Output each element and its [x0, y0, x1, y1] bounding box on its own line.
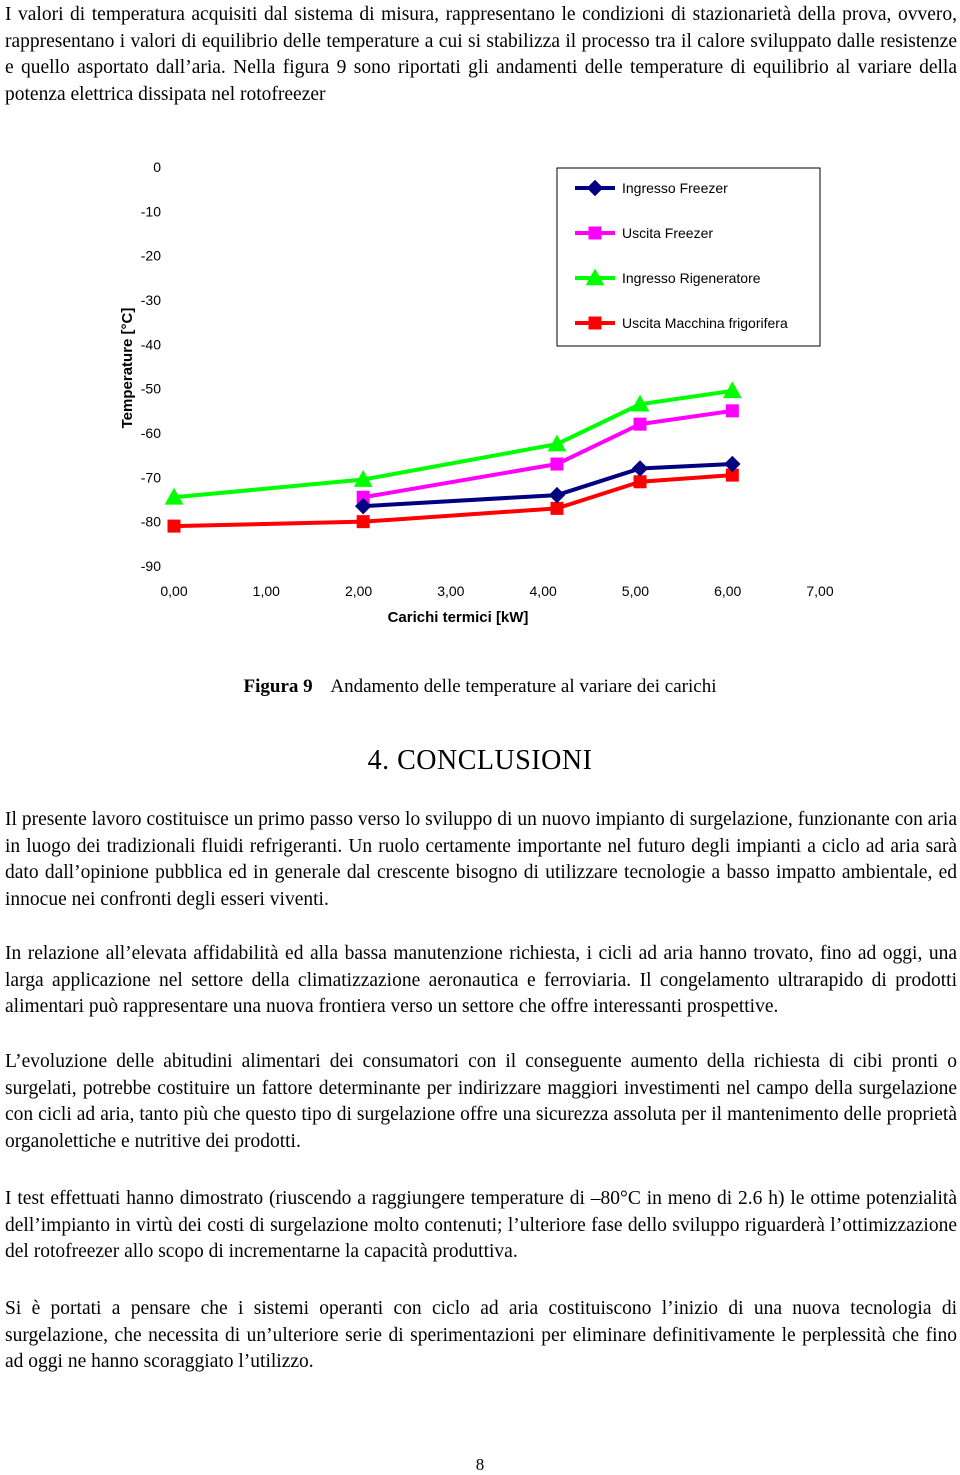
series-ingresso-rigeneratore	[166, 382, 741, 504]
y-tick-label: -80	[140, 513, 161, 530]
x-tick-label: 3,00	[437, 583, 465, 599]
section-heading: 4. CONCLUSIONI	[367, 745, 593, 776]
square-marker	[550, 502, 563, 515]
legend-label: Uscita Macchina frigorifera	[622, 315, 788, 331]
x-tick-label: 5,00	[621, 583, 650, 599]
square-marker	[550, 458, 563, 471]
intro-paragraph: I valori di temperatura acquisiti dal sistema di misura, rappresentano le condizioni di stazionarietà della prova, ovvero, rappresentano i valori di equilibrio delle temperature a cui si stabilizza il processo tra il calore sviluppato dalle resistenze e quello asportato dall’aria. Nella figura 9 sono riportati gli andamenti delle temperature di equilibrio al variare della potenza elettrica dissipata nel rotofreezer	[5, 4, 957, 106]
square-marker	[589, 317, 602, 330]
square-marker	[634, 475, 647, 488]
x-tick-label: 0,00	[160, 583, 188, 599]
y-axis-tick-labels	[141, 159, 161, 574]
legend-label: Ingresso Freezer	[622, 180, 728, 196]
y-tick-label: 0	[153, 159, 161, 175]
conclusions-paragraph-5: Si è portati a pensare che i sistemi operanti con ciclo ad aria costituiscono l’inizio di una nuova tecnologia di surgelazione, che necessita di un’ulteriore serie di sperimentazioni per eliminare definitivamente le perplessità che fino ad oggi ne hanno scoraggiato l’utilizzo.	[5, 1298, 957, 1373]
figure-caption-text: Andamento delle temperature al variare dei carichi	[330, 676, 717, 697]
y-tick-label: -40	[140, 336, 161, 353]
square-marker	[726, 404, 739, 417]
temperature-chart	[0, 150, 960, 630]
x-tick-label: 4,00	[529, 583, 557, 599]
diamond-marker	[549, 488, 564, 503]
series-line	[363, 411, 732, 497]
page-number: 8	[475, 1455, 485, 1474]
y-tick-label: -10	[140, 203, 161, 220]
x-tick-label: 1,00	[252, 583, 280, 599]
x-axis-label: Carichi termici [kW]	[387, 609, 529, 626]
y-tick-label: -30	[140, 292, 161, 308]
y-tick-label: -60	[140, 425, 161, 441]
diamond-marker	[633, 461, 648, 476]
series-uscita-freezer	[357, 404, 739, 503]
series-layer	[166, 382, 741, 532]
x-tick-label: 6,00	[714, 583, 742, 599]
conclusions-paragraph-4: I test effettuati hanno dimostrato (riuscendo a raggiungere temperature di –80°C in meno di 2.6 h) le ottime potenzialità dell’impianto in virtù dei costi di surgelazione molto contenuti; l’ulteriore fase dello sviluppo riguarderà l’ottimizzazione del rotofreezer allo scopo di incrementarne la capacità produttiva.	[5, 1188, 957, 1263]
legend-item	[575, 225, 713, 241]
conclusions-paragraph-2: In relazione all’elevata affidabilità ed alla bassa manutenzione richiesta, i cicli ad aria hanno trovato, fino ad oggi, una larga applicazione nel settore della climatizzazione aeronautica e ferroviaria. Il congelamento ultrarapido di prodotti alimentari può rappresentare una nuova frontiera verso un settore che offre interessanti prospettive.	[5, 943, 957, 1018]
x-axis-tick-labels	[160, 583, 833, 599]
conclusions-paragraph-3: L’evoluzione delle abitudini alimentari dei consumatori con il conseguente aumento della richiesta di cibi pronti o surgelati, potrebbe costituire un fattore determinante per indirizzare maggiori investimenti nel campo della surgelazione con cicli ad aria, tanto più che questo tipo di surgelazione offre una sicurezza assoluta per il mantenimento delle proprietà organolettiche e nutritive dei prodotti.	[5, 1051, 957, 1153]
y-tick-label: -90	[140, 558, 161, 574]
x-tick-label: 2,00	[344, 583, 373, 599]
square-marker	[634, 418, 647, 431]
x-tick-label: 7,00	[806, 583, 834, 599]
y-tick-label: -70	[140, 469, 161, 486]
y-tick-label: -20	[140, 247, 161, 264]
square-marker	[168, 520, 181, 533]
square-marker	[357, 515, 370, 528]
square-marker	[589, 227, 602, 240]
legend-label: Ingresso Rigeneratore	[622, 270, 761, 286]
chart-legend	[557, 168, 820, 346]
y-axis-label: Temperature [°C]	[119, 307, 136, 429]
conclusions-paragraph-1: Il presente lavoro costituisce un primo passo verso lo sviluppo di un nuovo impianto di surgelazione, funzionante con aria in luogo dei tradizionali fluidi refrigeranti. Un ruolo certamente importante nel futuro degli impianti a ciclo ad aria sarà dato dall’opinione pubblica ed in generale dal crescente bisogno di utilizzare tecnologie a basso impatto ambientale, ed innocue nei confronti degli esseri viventi.	[5, 809, 957, 911]
figure-label: Figura 9	[243, 676, 313, 697]
y-tick-label: -50	[140, 380, 161, 397]
figure-caption	[0, 676, 960, 698]
legend-label: Uscita Freezer	[622, 225, 714, 241]
